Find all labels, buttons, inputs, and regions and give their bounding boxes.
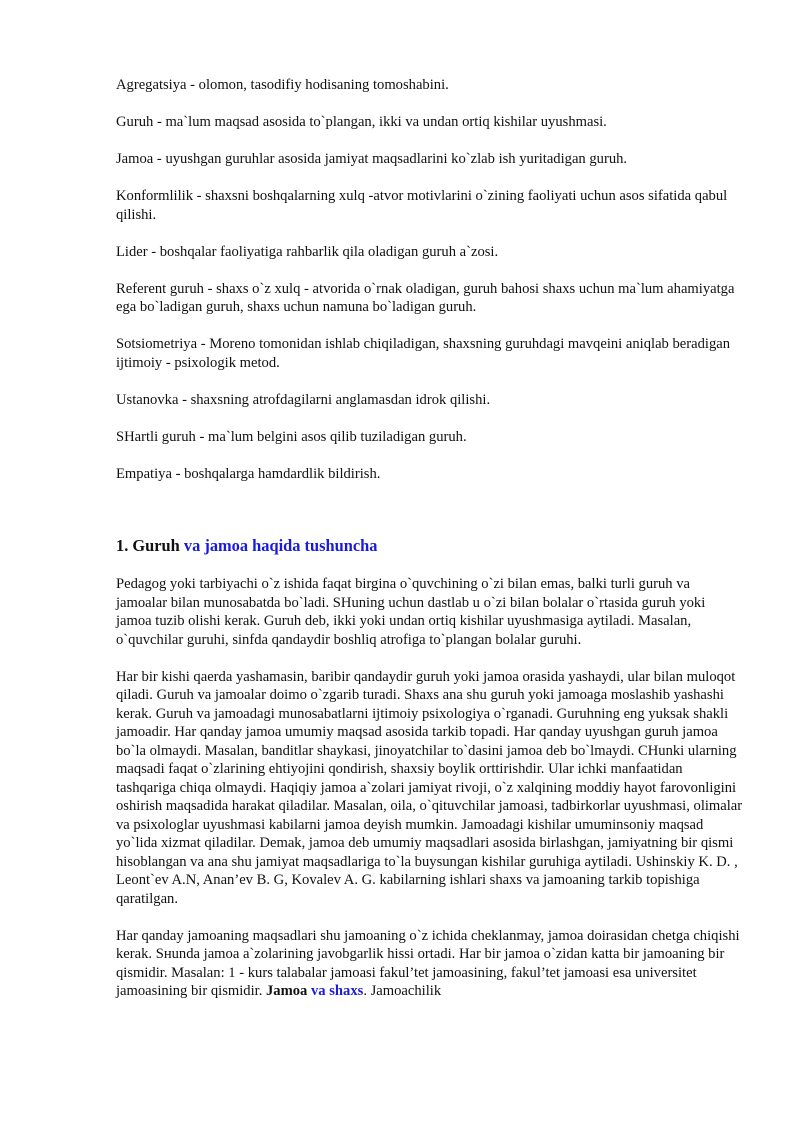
definition-guruh: Guruh - ma`lum maqsad asosida to`plangan, ikki va undan ortiq kishilar uyushmasi. — [116, 114, 607, 130]
paragraph-3-tail: . Jamoachilik — [363, 983, 442, 999]
definition-empatiya: Empatiya - boshqalarga hamdardlik bildirish. — [116, 465, 381, 482]
definition-konformlilik: Konformlilik - shaxsni boshqalarning xulq -atvor motivlarini o`zining faoliyati uchun asos sifatida qabul qilishi. — [116, 188, 728, 223]
definition-referent-guruh: Referent guruh - shaxs o`z xulq - atvorida o`rnak oladigan, guruh bahosi shaxs uchun ma`lum ahamiyatga ega bo`ladigan guruh, shaxs uchun namuna bo`ladigan guruh. — [116, 280, 735, 315]
paragraph-3-text: Har qanday jamoaning maqsadlari shu jamoaning o`z ichida cheklanmay, jamoa doirasidan chetga chiqishi kerak. Sʜunda jamoa a`zolarining javobgarlik hissi ortadi. Har bir jamoa o`zidan katta bir jamoaning bir qismidir. Masalan: 1 - kurs talabalar jamoasi fakul’tet jamoasining, fakul’tet jamoasi esa universitet jamoasining bir qismidir. — [116, 927, 740, 999]
section-heading-link[interactable]: va jamoa haqida tushuncha — [183, 536, 378, 555]
paragraph-3-bold: Jamoa — [266, 983, 311, 999]
definition-jamoa: Jamoa - uyushgan guruhlar asosida jamiyat maqsadlarini ko`zlab ish yuritadigan guruh. — [116, 151, 628, 167]
definition-shartli-guruh: SHartli guruh - ma`lum belgini asos qilib tuziladigan guruh. — [116, 428, 467, 445]
paragraph-1: Pedagog yoki tarbiyachi o`z ishida faqat birgina o`quvchining o`zi bilan emas, balki turli guruh va jamoalar bilan munosabatda bo`ladi. SHuning uchun dastlab u o`zi bilan bolalar o`rtasida guruh yoki jamoa tuzib olishi kerak. Guruh deb, ikki yoki undan ortiq kishilar uyushmasiga aytiladi. Masalan, o`quvchilar guruhi, sinfda qandaydir boshliq atrofiga to`plangan bolalar guruhi. — [116, 576, 706, 648]
definition-ustanovka: Ustanovka - shaxsning atrofdagilarni anglamasdan idrok qilishi. — [116, 391, 491, 408]
paragraph-3 — [116, 927, 744, 1001]
definition-sotsiometriya: Sotsiometriya - Moreno tomonidan ishlab chiqiladigan, shaxsning guruhdagi mavqeini aniqlab beradigan ijtimoiy - psixologik metod. — [116, 336, 731, 371]
document-page — [116, 76, 744, 1001]
paragraph-3-link[interactable]: va shaxs — [311, 983, 364, 999]
section-heading-prefix: 1. Guruh — [116, 536, 184, 555]
definition-agregatsiya: Agregatsiya - olomon, tasodifiy hodisaning tomoshabini. — [116, 77, 449, 93]
definitions-list — [116, 76, 744, 483]
definition-lider: Lider - boshqalar faoliyatiga rahbarlik qila oladigan guruh a`zosi. — [116, 243, 499, 260]
section-heading — [116, 535, 744, 557]
paragraph-2: Har bir kishi qaerda yashamasin, baribir qandaydir guruh yoki jamoa orasida yashaydi, ular bilan muloqot qiladi. Guruh va jamoalar doimo o`zgarib turadi. Shaxs ana shu guruh yoki jamoaga moslashib yashashi kerak. Guruh va jamoadagi munosabatlarni ijtimoiy psixologiya o`rganadi. Guruhning eng yuksak shakli jamoadir. Har qanday jamoa umumiy maqsad asosida tarkib topadi. Har qanday uyushgan guruh jamoa bo`la olmaydi. Masalan, banditlar shaykasi, jinoyatchilar to`dasini jamoa deb bo`lmaydi. CHunki ularning maqsadi faqat o`zlarining ehtiyojini qondirish, shaxsiy boylik orttirishdir. Ular ichki manfaatidan tashqariga chiqa olmaydi. Haqiqiy jamoa a`zolari jamiyat rivoji, o`z xalqining moddiy hayot farovonligini oshirish maqsadida harakat qiladilar. Masalan, oila, o`qituvchilar jamoasi, tadbirkorlar uyushmasi, olimalar va psixologlar uyushmasi kabilarni jamoa deyish mumkin. Jamoadagi kishilar umuminsoniy maqsad yo`lida xizmat qiladilar. Demak, jamoa deb umumiy maqsadlari asosida birlashgan, jamiyatning bir qismi hisoblangan va ana shu jamiyat maqsadlariga to`la buysungan kishilar guruhiga aytiladi. Ushinskiy K. D. , Leont`ev A.N, Anan’ev B. G, Kovalev A. G. kabilarning ishlari shaxs va jamoaning tarkib topishiga qaratilgan. — [116, 668, 743, 907]
